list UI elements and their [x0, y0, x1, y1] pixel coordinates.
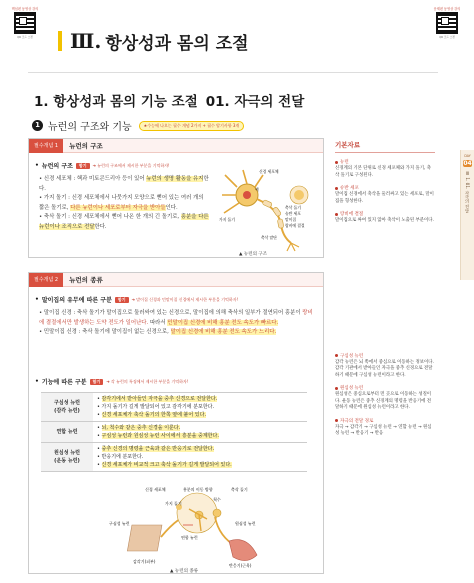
- qr-right-caption: 문제편 동영상 강의: [433, 7, 461, 11]
- bullet-list: [39, 175, 209, 232]
- side-note-body: 말이집 신경에서 축삭을 둘러싸고 있는 세포로, 말이집을 형성한다.: [335, 192, 434, 204]
- table-cell: [93, 443, 307, 472]
- chapter-tab[interactable]: [460, 150, 474, 280]
- table-row: [41, 443, 307, 472]
- cell-text: 반응기에 분포한다.: [101, 454, 144, 460]
- neuron-structure-figure: [219, 165, 319, 255]
- bullet-text: 가지 돌기 : 신경 세포체에서 나뭇가지 모양으로 뻗어 있는 여러 개의 짧은 돌기로,: [39, 195, 204, 211]
- figure-label: 슈반 세포: [285, 211, 301, 216]
- qr-right[interactable]: [432, 6, 462, 39]
- fill-blank[interactable]: 함기: [90, 379, 104, 385]
- side-note-body: 신경계의 기본 단위로 신경 세포체와 가지 돌기, 축삭 돌기로 구성된다.: [335, 166, 431, 178]
- bullet-text: 인다.: [165, 204, 178, 211]
- question-text: 기능에 따른 구분: [41, 379, 87, 386]
- table-line: • 가지 돌기가 길게 발달되어 있고 감각기에 분포한다.: [97, 404, 215, 410]
- concept-title: 뉴런의 종류: [69, 276, 103, 284]
- question-line: [35, 161, 170, 170]
- tab-chapter-text: Ⅲ 1. 01. 자극의 전달: [465, 171, 470, 213]
- tab-day-number: 04: [463, 160, 472, 167]
- concept-title: 뉴런의 구조: [69, 142, 103, 150]
- table-row: [41, 422, 307, 443]
- bullet-text: 민말이집 신경 : 축삭 돌기에 말이집이 없는 신경으로,: [43, 329, 171, 335]
- figure-label: 핵: [255, 187, 259, 192]
- side-note-body: 원심성은 중심으로부터 먼 곳으로 이동하는 성질이다. 운동 뉴런은 중추 신경계의 명령을 반응기에 전달하기 때문에 원심성 뉴런이라고 한다.: [335, 392, 432, 410]
- table-line: • 구심성 뉴런과 원심성 뉴런 사이에서 흥분을 중계한다.: [97, 433, 219, 439]
- question-text: 말이집의 유무에 따른 구분: [41, 297, 112, 304]
- highlight-text: 뇌, 척수와 같은 중추 신경을 이룬다.: [101, 425, 181, 431]
- figure-label: 구심성 뉴런: [109, 521, 130, 526]
- highlight-text: 신경 세포체가 축삭 돌기의 한쪽 옆에 붙어 있다.: [101, 412, 207, 418]
- heading-accent-bar: [58, 31, 62, 51]
- section-subtitle: 01. 자극의 전달: [205, 94, 305, 110]
- question-note: ➔ 뉴런의 구조에서 제시한 부분을 기억하자!: [92, 162, 170, 168]
- side-note: [335, 353, 435, 380]
- table-cell: [93, 393, 307, 422]
- unit-heading: [58, 30, 388, 52]
- figure-label: 연합 뉴런: [181, 535, 198, 540]
- unit-number: Ⅲ.: [70, 29, 102, 53]
- bullet-text: 말이집 신경 : 축삭 돌기가 말이집으로 둘러싸여 있는 신경으로, 말이집에 의해 축삭의 일부가 절연되어 흥분이: [43, 310, 303, 316]
- side-note-title: 자극의 전달 경로: [335, 418, 435, 424]
- side-note: [335, 418, 435, 438]
- figure-caption: ▲ 뉴런의 구조: [239, 252, 268, 257]
- table-cell: [93, 422, 307, 443]
- figure-label: 축삭 돌기: [231, 487, 248, 492]
- table-line: • 반응기에 분포한다.: [97, 454, 144, 460]
- table-key: 연합 뉴런: [41, 422, 93, 443]
- bullet-dot: •: [35, 162, 39, 169]
- bullet-item: • 가지 돌기 : 신경 세포체에서 나뭇가지 모양으로 뻗어 있는 여러 개의 짧은 돌기로, 다른 뉴런이나 세포로부터 자극을 받아들인다.: [39, 195, 204, 211]
- side-note-title: 슈반 세포: [335, 185, 435, 191]
- neuron-types-illustration: [127, 493, 257, 561]
- table-key: 구심성 뉴런 (감각 뉴런): [41, 393, 93, 422]
- bullet-dot: •: [35, 296, 39, 303]
- figure-label: 축삭 말단: [261, 235, 277, 240]
- highlight-text: 신경 세포체가 비교적 크고 축삭 돌기가 길게 발달되어 있다.: [101, 462, 232, 468]
- question-line: [35, 295, 238, 304]
- qr-left[interactable]: [10, 6, 40, 39]
- table-line: • 뇌, 척수와 같은 중추 신경을 이룬다.: [97, 425, 181, 431]
- side-note-title: 뉴런: [335, 159, 435, 165]
- figure-label: 가지 돌기: [219, 217, 235, 222]
- figure-label: 반응기(근육): [229, 563, 252, 568]
- tab-day-label: DAY: [464, 154, 471, 158]
- figure-label: 흥분의 이동 방향: [183, 487, 213, 492]
- table-line: • 신경 세포체가 비교적 크고 축삭 돌기가 길게 발달되어 있다.: [97, 462, 232, 468]
- highlight-text: 뉴런의 생명 활동을 유지: [146, 176, 204, 182]
- topic-title: 뉴런의 구조와 기능: [48, 122, 132, 133]
- concept-box-header: [29, 139, 323, 153]
- bullet-item: • 축삭 돌기 : 신경 세포체에서 뻗어 나온 한 개의 긴 돌기로, 흥분을 다른 뉴런이나 조직으로 전달한다.: [39, 214, 209, 230]
- table-key: 원심성 뉴런 (운동 뉴런): [41, 443, 93, 472]
- highlight-text: 랑비에 결절에서만 발생하는 도약 전도가 일어난다.: [39, 310, 313, 326]
- qr-left-caption: 핵심편 동영상 강의: [11, 7, 39, 11]
- highlight-text: 말이집 신경에 비해 흥분 전도 속도가 느리다.: [170, 329, 277, 335]
- concept-box-1: [28, 138, 324, 258]
- concept-box-2: [28, 272, 324, 574]
- table-line: • 신경 세포체가 축삭 돌기의 한쪽 옆에 붙어 있다.: [97, 412, 207, 418]
- fill-blank[interactable]: 함기: [76, 163, 90, 169]
- concept-label: 필수개념 1: [29, 139, 63, 153]
- bullet-item: • 민말이집 신경 : 축삭 돌기에 말이집이 없는 신경으로, 말이집 신경에 비해 흥분 전도 속도가 느리다.: [39, 329, 277, 335]
- figure-caption: ▲ 뉴런의 종류: [170, 569, 199, 574]
- side-note: [335, 211, 435, 225]
- figure-label: 가지 돌기: [165, 501, 182, 506]
- concept-box-header: [29, 273, 323, 287]
- figure-label: 감각기(피부): [133, 559, 156, 564]
- side-note-title: 원심성 뉴런: [335, 385, 435, 391]
- bullet-text: 한다.: [39, 176, 209, 192]
- question-text: 뉴런의 구조: [41, 163, 73, 170]
- highlight-text: 감각기에서 받아들인 자극을 중추 신경으로 전달한다.: [101, 396, 218, 402]
- neuron-types-figure: [109, 485, 279, 569]
- highlight-text: 민말이집 신경에 비해 흥분 전도 속도가 빠르다.: [167, 319, 279, 326]
- bullet-item: • 말이집 신경 : 축삭 돌기가 말이집으로 둘러싸여 있는 신경으로, 말이집에 의해 축삭의 일부가 절연되어 흥분이 랑비에 결절에서만 발생하는 도약 전도가 일어난다. 따라서 민말이집 신경에 비해 흥분 전도 속도가 빠르다.: [39, 310, 313, 326]
- concept-label: 필수개념 2: [29, 273, 63, 287]
- side-note: [335, 185, 435, 205]
- question-note: ➔ 말이집 신경과 민말이집 신경에서 제시한 부분을 기억하자!: [131, 296, 239, 302]
- qr-code-icon[interactable]: [14, 12, 36, 34]
- bullet-dot: •: [35, 378, 39, 385]
- side-note-body: 감각 뉴런은 뇌 쪽에서 중심으로 이동하는 정보이다. 감각 기관에서 받아들인 자극을 중추 신경으로 전달하기 때문에 구심성 뉴런이라고 한다.: [335, 359, 434, 378]
- side-notes-heading: 기본자료: [335, 140, 435, 153]
- question-note: ➔ 각 뉴런의 특징에서 제시한 부분을 기억하자!: [106, 378, 189, 384]
- highlight-text: 흥분을 다른 뉴런이나 조직으로 전달: [39, 214, 209, 230]
- figure-label: 척수: [213, 497, 221, 502]
- bullet-list: [39, 309, 317, 338]
- side-note-body: 자극 → 감각기 → 구심성 뉴런 → 연합 뉴런 → 원심성 뉴런 → 반응기 → 반응: [335, 424, 432, 436]
- topic-heading: [32, 118, 244, 133]
- cell-text: 가지 돌기가 길게 발달되어 있고 감각기에 분포한다.: [101, 404, 215, 410]
- table-row: [41, 393, 307, 422]
- figure-label: 신경 세포체: [145, 487, 166, 492]
- section-title: [34, 90, 304, 110]
- unit-title: 항상성과 몸의 조절: [105, 33, 249, 54]
- figure-label: 신경 세포체: [259, 169, 279, 174]
- figure-label: 말이집: [285, 217, 297, 222]
- side-note: [335, 159, 435, 179]
- side-note-body: 말이집으로 싸여 있지 않아 축삭이 노출된 부분이다.: [335, 218, 434, 223]
- figure-label: 축삭 돌기: [285, 205, 301, 210]
- highlight-text: 중추 신경의 명령을 근육과 같은 반응기로 전달한다.: [101, 446, 215, 452]
- bullet-text: 신경 세포체 : 핵과 미토콘드리아 등이 있어: [43, 176, 147, 182]
- neuron-type-table: [41, 392, 307, 472]
- side-note-title: 구심성 뉴런: [335, 353, 435, 359]
- bullet-item: • 신경 세포체 : 핵과 미토콘드리아 등이 있어 뉴런의 생명 활동을 유지한다.: [39, 176, 209, 192]
- figure-label: 랑비에 결절: [285, 223, 305, 228]
- bullet-text: 따라서: [148, 319, 168, 326]
- side-notes: [335, 140, 435, 438]
- bullet-text: 한다.: [94, 223, 107, 230]
- qr-right-foot: QR 코드 스캔: [439, 36, 455, 39]
- topic-number: 1: [32, 120, 43, 131]
- table-line: • 중추 신경의 명령을 근육과 같은 반응기로 전달한다.: [97, 446, 215, 452]
- bullet-text: 축삭 돌기 : 신경 세포체에서 뻗어 나온 한 개의 긴 돌기로,: [43, 214, 181, 220]
- qr-left-foot: QR 코드 스캔: [17, 36, 33, 39]
- highlight-text: 구심성 뉴런과 원심성 뉴런 사이에서 흥분을 중계한다.: [101, 433, 219, 439]
- side-note: [335, 385, 435, 412]
- figure-label: 원심성 뉴런: [235, 521, 256, 526]
- divider: [28, 72, 438, 73]
- side-note-title: 랑비에 결절: [335, 211, 435, 217]
- topic-note-badge: ★수능에 나오는 필수 개념 2가지 + 필수 암기사항 3개: [139, 121, 245, 131]
- qr-code-icon[interactable]: [436, 12, 458, 34]
- section-title-main: 1. 항상성과 몸의 기능 조절: [34, 94, 198, 110]
- question-line: [35, 377, 188, 386]
- table-line: • 감각기에서 받아들인 자극을 중추 신경으로 전달한다.: [97, 396, 218, 402]
- highlight-text: 다른 뉴런이나 세포로부터 자극을 받아들: [70, 204, 166, 211]
- fill-blank[interactable]: 함기: [115, 297, 129, 303]
